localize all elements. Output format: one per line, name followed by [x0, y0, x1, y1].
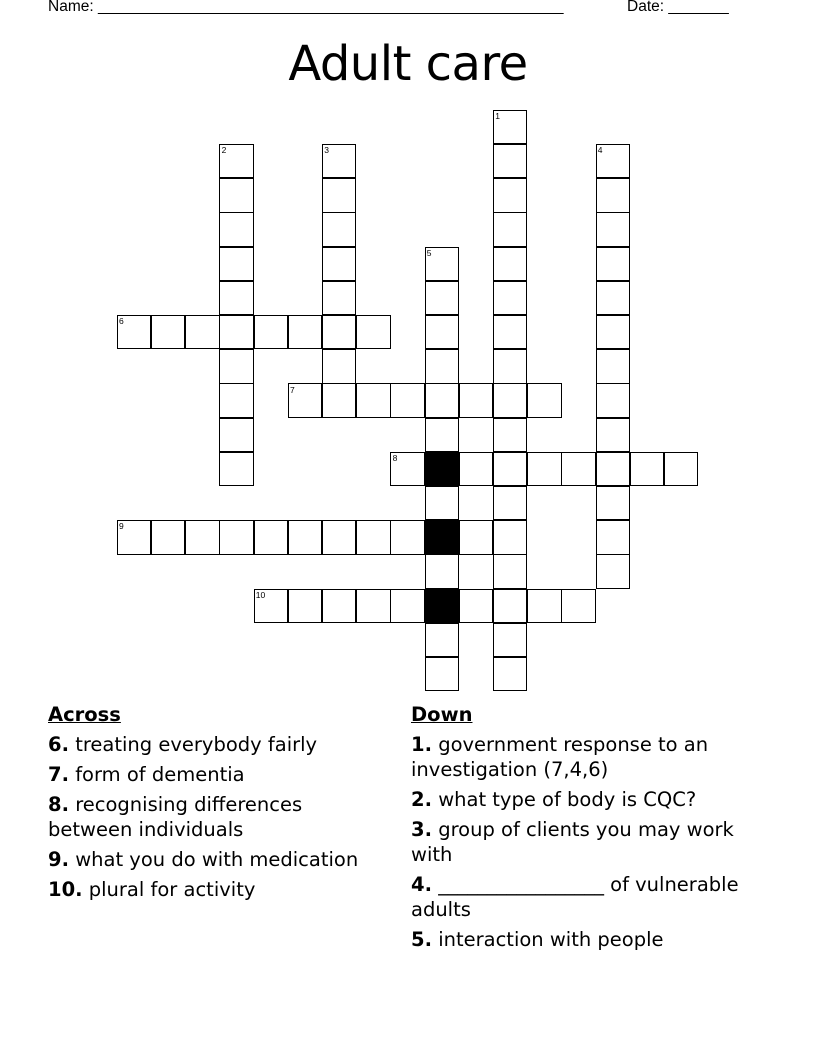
answer-cell[interactable]	[322, 520, 356, 554]
answer-cell[interactable]	[493, 452, 527, 486]
answer-cell[interactable]	[596, 452, 630, 486]
answer-cell[interactable]	[493, 247, 527, 281]
clue-number-label: 3	[324, 145, 329, 156]
clue-number-label: 1	[495, 111, 500, 121]
clue-number-label: 5	[426, 247, 432, 258]
answer-cell[interactable]	[493, 315, 527, 349]
answer-cell[interactable]	[356, 315, 390, 349]
answer-cell[interactable]	[356, 383, 390, 417]
answer-cell[interactable]	[425, 486, 459, 520]
answer-cell[interactable]	[527, 383, 561, 417]
answer-cell[interactable]	[493, 418, 527, 452]
black-square	[425, 452, 459, 486]
clue-down-4	[411, 872, 751, 922]
answer-cell[interactable]	[664, 452, 698, 486]
answer-cell[interactable]	[322, 247, 356, 281]
clue-number: 8.	[48, 793, 69, 816]
clue-across-8	[48, 792, 388, 842]
answer-cell[interactable]	[493, 520, 527, 554]
answer-cell[interactable]	[356, 589, 390, 623]
clue-down-5	[411, 927, 751, 952]
clue-number: 5.	[411, 928, 432, 951]
answer-cell[interactable]	[185, 315, 219, 349]
answer-cell[interactable]	[596, 486, 630, 520]
answer-cell[interactable]	[596, 315, 630, 349]
answer-cell[interactable]	[425, 383, 459, 417]
clue-down-1	[411, 732, 751, 782]
clue-across-9	[48, 847, 388, 872]
answer-cell[interactable]	[322, 178, 356, 212]
answer-cell[interactable]	[493, 281, 527, 315]
answer-cell[interactable]	[493, 623, 527, 657]
answer-cell[interactable]	[254, 520, 288, 554]
answer-cell[interactable]	[596, 247, 630, 281]
black-square	[425, 589, 459, 623]
clue-text: plural for activity	[88, 878, 256, 901]
clue-number: 1.	[411, 733, 432, 756]
answer-cell[interactable]	[390, 383, 424, 417]
answer-cell[interactable]	[288, 589, 322, 623]
answer-cell[interactable]	[288, 315, 322, 349]
answer-cell[interactable]	[219, 315, 253, 349]
answer-cell[interactable]	[596, 520, 630, 554]
answer-cell[interactable]	[596, 178, 630, 212]
name-field[interactable]: Name: ______________________________________________________	[48, 0, 564, 15]
clue-down-3	[411, 817, 751, 867]
clue-text: group of clients you may work with	[411, 818, 734, 866]
answer-cell[interactable]	[561, 589, 595, 623]
clue-text: government response to an investigation (7,4,6)	[411, 733, 709, 781]
answer-cell[interactable]	[219, 383, 253, 417]
answer-cell[interactable]	[425, 281, 459, 315]
answer-cell[interactable]	[596, 554, 630, 588]
answer-cell[interactable]	[561, 452, 595, 486]
answer-cell[interactable]	[356, 520, 390, 554]
answer-cell[interactable]	[527, 452, 561, 486]
answer-cell[interactable]	[219, 418, 253, 452]
clue-text: _________________ of vulnerable adults	[411, 873, 739, 921]
answer-cell[interactable]	[288, 520, 322, 554]
clue-text: what type of body is CQC?	[438, 788, 697, 811]
answer-cell[interactable]	[219, 178, 253, 212]
page-title: Adult care	[288, 36, 528, 92]
answer-cell[interactable]	[185, 520, 219, 554]
clue-number-label: 8	[392, 453, 398, 463]
answer-cell[interactable]	[219, 349, 253, 383]
answer-cell[interactable]	[425, 657, 459, 691]
down-heading: Down	[411, 703, 473, 726]
answer-cell[interactable]	[630, 452, 664, 486]
answer-cell[interactable]	[322, 589, 356, 623]
answer-cell[interactable]	[151, 315, 185, 349]
answer-cell[interactable]	[322, 349, 356, 383]
clue-number: 9.	[48, 848, 69, 871]
date-field[interactable]: Date: _______	[627, 0, 729, 15]
answer-cell[interactable]	[425, 554, 459, 588]
black-square	[425, 520, 459, 554]
answer-cell[interactable]	[493, 486, 527, 520]
clue-text: interaction with people	[438, 928, 664, 951]
answer-cell[interactable]	[527, 589, 561, 623]
answer-cell[interactable]	[322, 315, 356, 349]
answer-cell[interactable]	[493, 554, 527, 588]
answer-cell[interactable]	[390, 520, 424, 554]
answer-cell[interactable]	[493, 212, 527, 246]
answer-cell[interactable]	[322, 383, 356, 417]
answer-cell[interactable]	[493, 589, 527, 623]
answer-cell[interactable]	[425, 315, 459, 349]
answer-cell[interactable]	[596, 349, 630, 383]
answer-cell[interactable]	[219, 520, 253, 554]
clue-down-2	[411, 787, 751, 812]
clue-number-label: 6	[119, 316, 124, 327]
answer-cell[interactable]	[493, 383, 527, 417]
answer-cell[interactable]	[254, 315, 288, 349]
answer-cell[interactable]	[596, 281, 630, 315]
across-clues	[48, 700, 388, 907]
clue-text: treating everybody fairly	[75, 733, 318, 756]
answer-cell[interactable]	[596, 212, 630, 246]
down-clues	[411, 700, 751, 957]
clue-number-label: 7	[290, 384, 295, 395]
clue-across-7	[48, 762, 388, 787]
clue-across-6	[48, 732, 388, 757]
answer-cell[interactable]	[219, 247, 253, 281]
clue-number-label: 2	[221, 145, 227, 156]
clue-number: 6.	[48, 733, 69, 756]
clue-number-label: 4	[597, 145, 603, 156]
clue-number: 4.	[411, 873, 432, 896]
clue-across-10	[48, 877, 388, 902]
clue-text: form of dementia	[75, 763, 245, 786]
answer-cell[interactable]	[493, 349, 527, 383]
answer-cell[interactable]	[459, 520, 493, 554]
answer-cell[interactable]	[219, 281, 253, 315]
answer-cell[interactable]	[322, 212, 356, 246]
answer-cell[interactable]	[390, 589, 424, 623]
answer-cell[interactable]	[425, 349, 459, 383]
answer-cell[interactable]	[425, 418, 459, 452]
answer-cell[interactable]	[493, 657, 527, 691]
answer-cell[interactable]	[596, 418, 630, 452]
answer-cell[interactable]	[493, 144, 527, 178]
clue-number-label: 10	[255, 589, 266, 600]
answer-cell[interactable]	[219, 452, 253, 486]
clue-text: recognising differences between individuals	[48, 793, 303, 841]
answer-cell[interactable]	[459, 383, 493, 417]
clue-number: 10.	[48, 878, 83, 901]
answer-cell[interactable]	[219, 212, 253, 246]
answer-cell[interactable]	[459, 589, 493, 623]
answer-cell[interactable]	[425, 623, 459, 657]
answer-cell[interactable]	[596, 383, 630, 417]
answer-cell[interactable]	[459, 452, 493, 486]
clue-number-label: 9	[119, 521, 124, 532]
across-heading: Across	[48, 703, 121, 726]
clue-text: what you do with medication	[75, 848, 359, 871]
clue-number: 2.	[411, 788, 432, 811]
answer-cell[interactable]	[151, 520, 185, 554]
answer-cell[interactable]	[322, 281, 356, 315]
answer-cell[interactable]	[493, 178, 527, 212]
clue-number: 7.	[48, 763, 69, 786]
clue-number: 3.	[411, 818, 432, 841]
